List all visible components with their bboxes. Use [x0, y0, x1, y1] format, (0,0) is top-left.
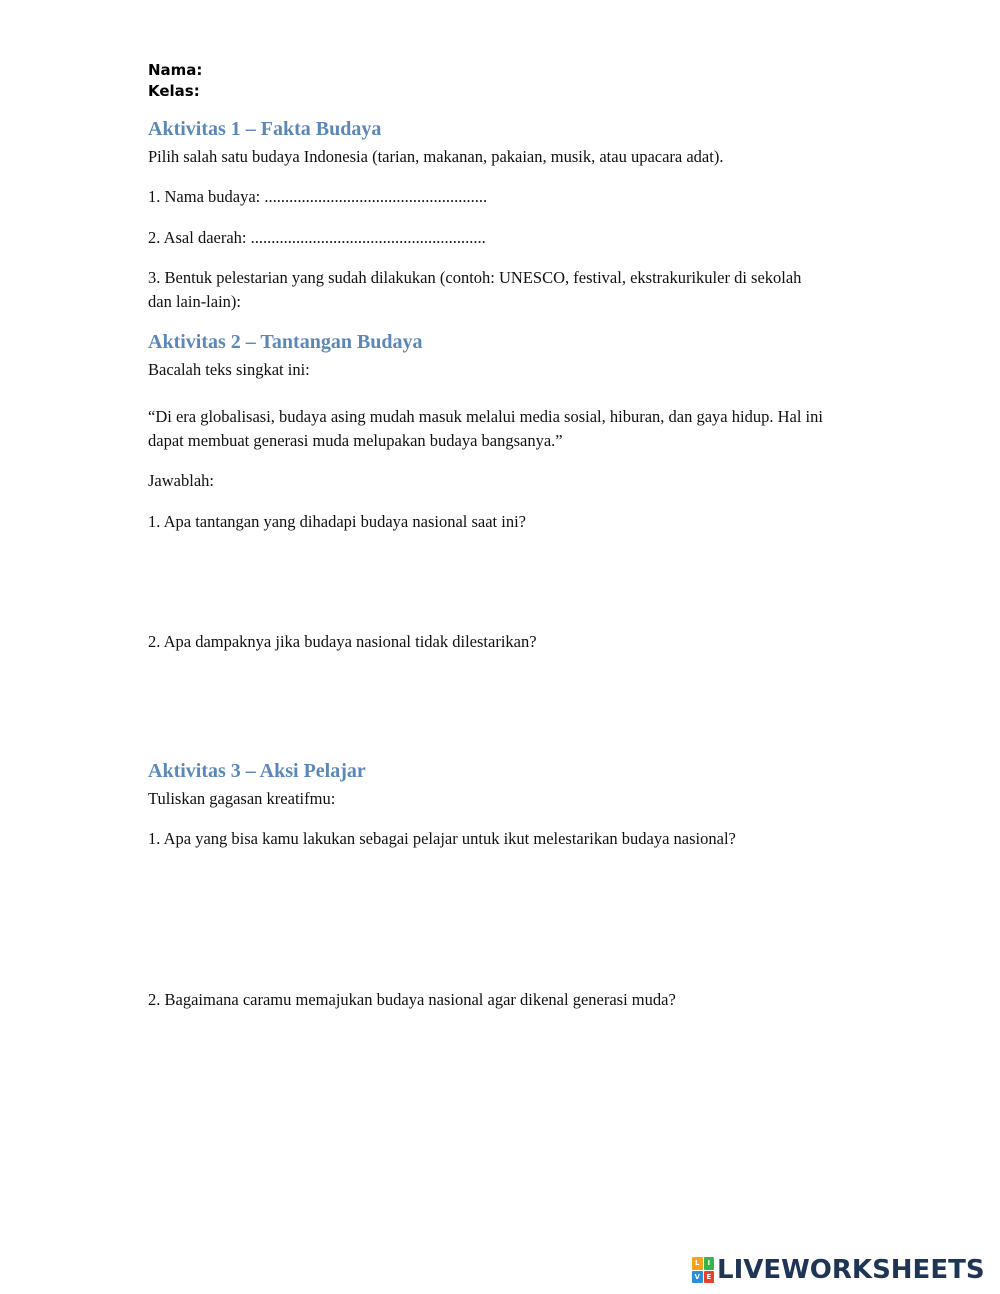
activity2-question-2: 2. Apa dampaknya jika budaya nasional tidak dilestarikan? — [148, 632, 537, 651]
activity1-question-2: 2. Asal daerah: ......................................................... — [148, 228, 486, 247]
activity2-question-1: 1. Apa tantangan yang dihadapi budaya nasional saat ini? — [148, 512, 527, 531]
logo-icon-tile: V — [692, 1271, 703, 1284]
liveworksheets-logo-icon — [692, 1257, 714, 1283]
activity3-question-1: 1. Apa yang bisa kamu lakukan sebagai pelajar untuk ikut melestarikan budaya nasional? — [148, 829, 736, 848]
logo-icon-tile: L — [692, 1257, 703, 1270]
activity3-question-2: 2. Bagaimana caramu memajukan budaya nasional agar dikenal generasi muda? — [148, 990, 676, 1009]
activity1-title: Aktivitas 1 – Fakta Budaya — [148, 118, 382, 140]
activity3-title: Aktivitas 3 – Aksi Pelajar — [148, 760, 366, 782]
liveworksheets-logo — [692, 1254, 985, 1286]
activity2-answer-label: Jawablah: — [148, 471, 214, 490]
activity1-question-1: 1. Nama budaya: ...................................................... — [148, 187, 488, 206]
name-label: Nama: — [148, 61, 203, 79]
activity2-title: Aktivitas 2 – Tantangan Budaya — [148, 331, 423, 353]
activity1-intro: Pilih salah satu budaya Indonesia (tarian, makanan, pakaian, musik, atau upacara adat). — [148, 147, 724, 166]
activity3-intro: Tuliskan gagasan kreatifmu: — [148, 789, 336, 808]
activity2-intro: Bacalah teks singkat ini: — [148, 360, 310, 379]
liveworksheets-logo-text: LIVEWORKSHEETS — [717, 1255, 985, 1285]
class-label: Kelas: — [148, 82, 200, 100]
logo-icon-tile: E — [704, 1271, 715, 1284]
logo-icon-tile: I — [704, 1257, 715, 1270]
activity2-quote: “Di era globalisasi, budaya asing mudah masuk melalui media sosial, hiburan, dan gaya hidup. Hal ini dapat membuat generasi muda melupakan budaya bangsanya.” — [148, 407, 823, 450]
activity1-question-3: 3. Bentuk pelestarian yang sudah dilakukan (contoh: UNESCO, festival, ekstrakurikuler di sekolah dan lain-lain): — [148, 268, 802, 311]
